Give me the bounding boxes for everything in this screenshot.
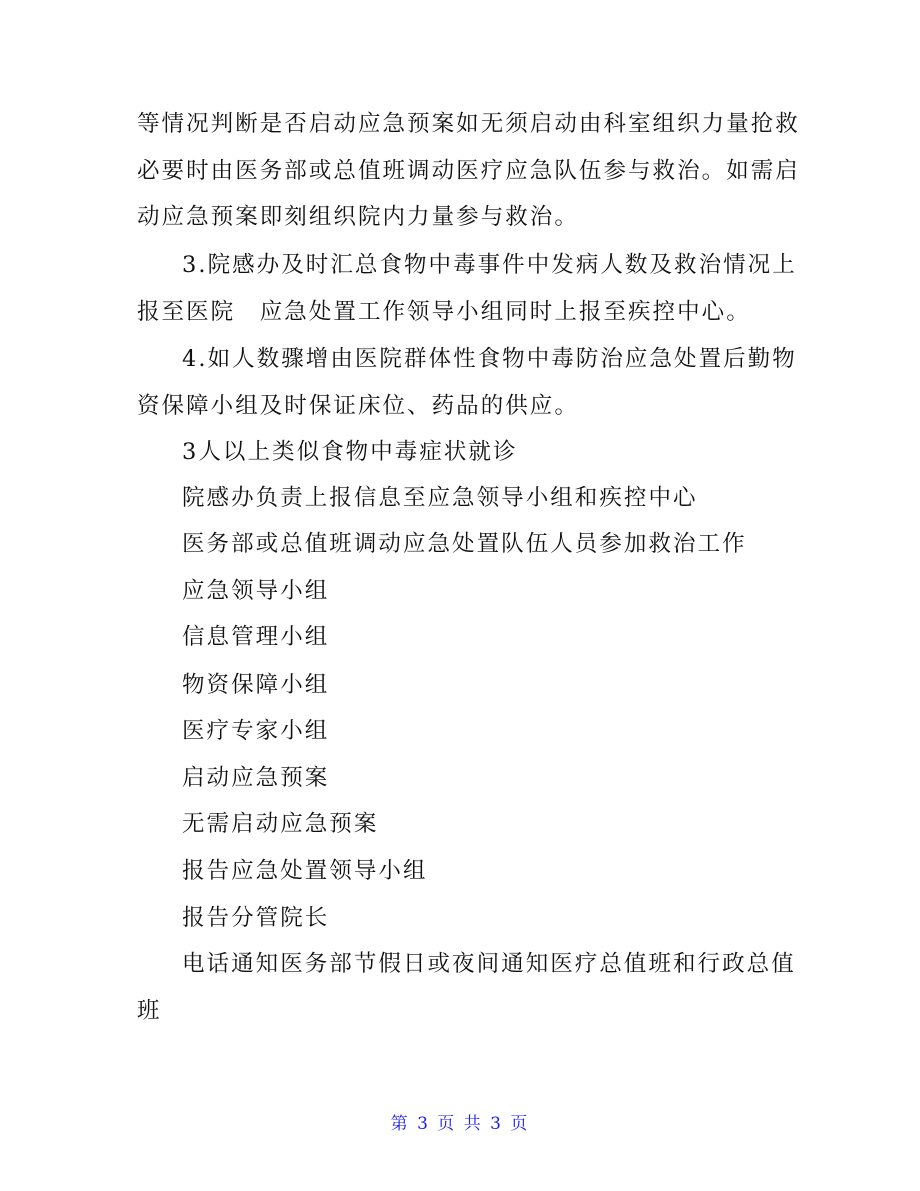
flow-item: 医疗专家小组 xyxy=(182,718,330,744)
paragraph-3-line-2: 资保障小组及时保证床位、药品的供应。 xyxy=(137,393,579,419)
flow-item: 启动应急预案 xyxy=(182,765,330,791)
flow-item: 信息管理小组 xyxy=(182,624,330,650)
flow-item: 院感办负责上报信息至应急领导小组和疾控中心 xyxy=(182,485,698,511)
flow-item: 医务部或总值班调动应急处置队伍人员参加救治工作 xyxy=(182,531,747,557)
final-paragraph-line-2: 班 xyxy=(137,998,162,1024)
paragraph-2-line-2: 报至医院 应急处置工作领导小组同时上报至疾控中心。 xyxy=(137,299,751,325)
flow-item: 应急领导小组 xyxy=(182,578,330,604)
paragraph-2-line-1: 3.院感办及时汇总食物中毒事件中发病人数及救治情况上 xyxy=(182,252,797,278)
page-number: 第 3 页 共 3 页 xyxy=(390,1114,530,1134)
flow-item: 无需启动应急预案 xyxy=(182,811,379,837)
flow-item: 3人以上类似食物中毒症状就诊 xyxy=(182,439,518,465)
paragraph-1-line-3: 动应急预案即刻组织院内力量参与救治。 xyxy=(137,204,579,230)
flow-item: 物资保障小组 xyxy=(182,672,330,698)
flow-item: 报告分管院长 xyxy=(182,905,330,931)
final-paragraph-line-1: 电话通知医务部节假日或夜间通知医疗总值班和行政总值 xyxy=(182,951,796,977)
flow-item: 报告应急处置领导小组 xyxy=(182,858,428,884)
paragraph-1-line-2: 必要时由医务部或总值班调动医疗应急队伍参与救治。如需启 xyxy=(137,158,800,184)
paragraph-1-line-1: 等情况判断是否启动应急预案如无须启动由科室组织力量抢救 xyxy=(137,111,800,137)
paragraph-3-line-1: 4.如人数骤增由医院群体性食物中毒防治应急处置后勤物 xyxy=(182,346,797,372)
